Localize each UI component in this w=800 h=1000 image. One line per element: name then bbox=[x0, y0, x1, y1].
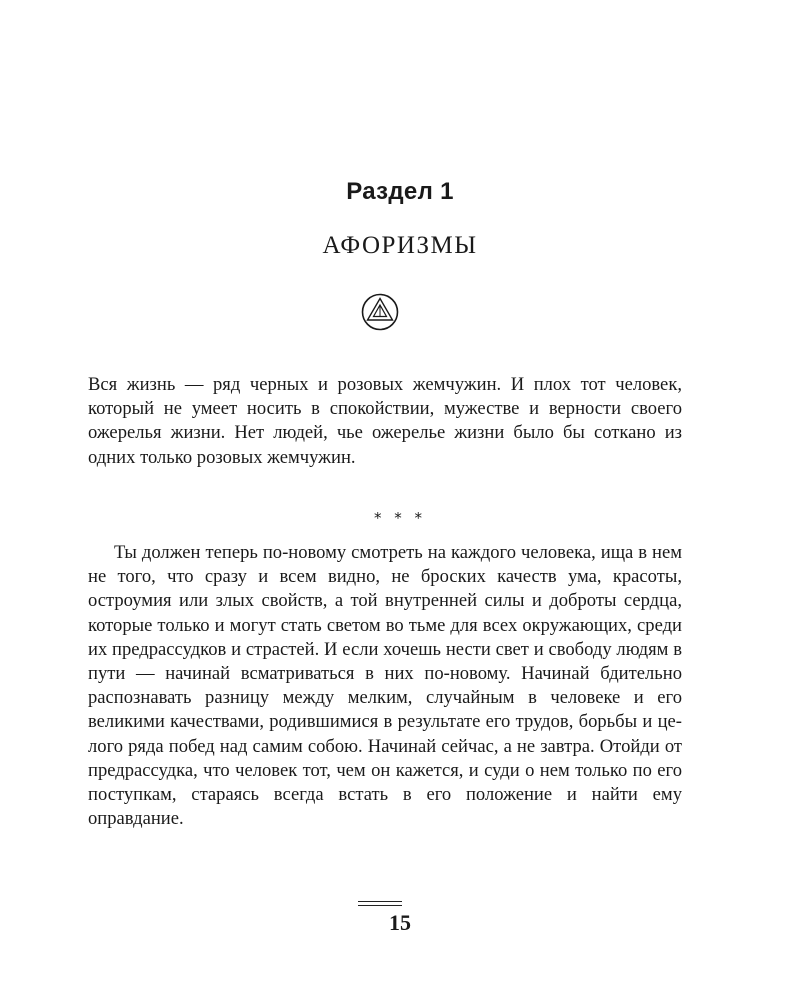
section-label: Раздел 1 bbox=[346, 178, 454, 205]
section-title: АФОРИЗМЫ bbox=[322, 232, 478, 259]
paragraph-text: Ты должен теперь по-новому смотреть на каждого человека, ища в нем не того, что сразу и всем видно, не броских качеств ума, красоты, остроумия или злых свойств, а той внутренней силы и доброты сердца, которые только и могут стать светом во тьме для всех окружающих, среди их предрассудков и страстей. И если хочешь нести свет и свободу людям в пути — начинай всматриваться в них по-новому. Начинай бдительно распознавать разницу между мелким, случайным в человеке и его великими качествами, родившимися в результате его трудов, борьбы и целого ряда побед над самим собою. Начинай сейчас, а не завтра. Отойди от предрассудка, что человек тот, чем он кажется, и суди о нем только по его поступкам, стараясь всегда встать в его положение и найти ему оправдание. bbox=[88, 542, 682, 830]
paragraph-text: Вся жизнь — ряд черных и розовых жемчужин. И плох тот человек, который не умеет носить в спокойствии, мужестве и верности своего ожерелья жизни. Нет людей, чье ожерелье жизни было бы соткано из одних только розовых жемчужин. bbox=[88, 374, 682, 468]
aphorism-paragraph-1 bbox=[88, 373, 682, 470]
aphorism-paragraph-2 bbox=[88, 541, 682, 831]
section-separator: * * * bbox=[373, 509, 427, 527]
circle-triangle-emblem-icon bbox=[360, 292, 400, 332]
footer-double-rule bbox=[358, 901, 402, 906]
page-number: 15 bbox=[389, 910, 411, 935]
